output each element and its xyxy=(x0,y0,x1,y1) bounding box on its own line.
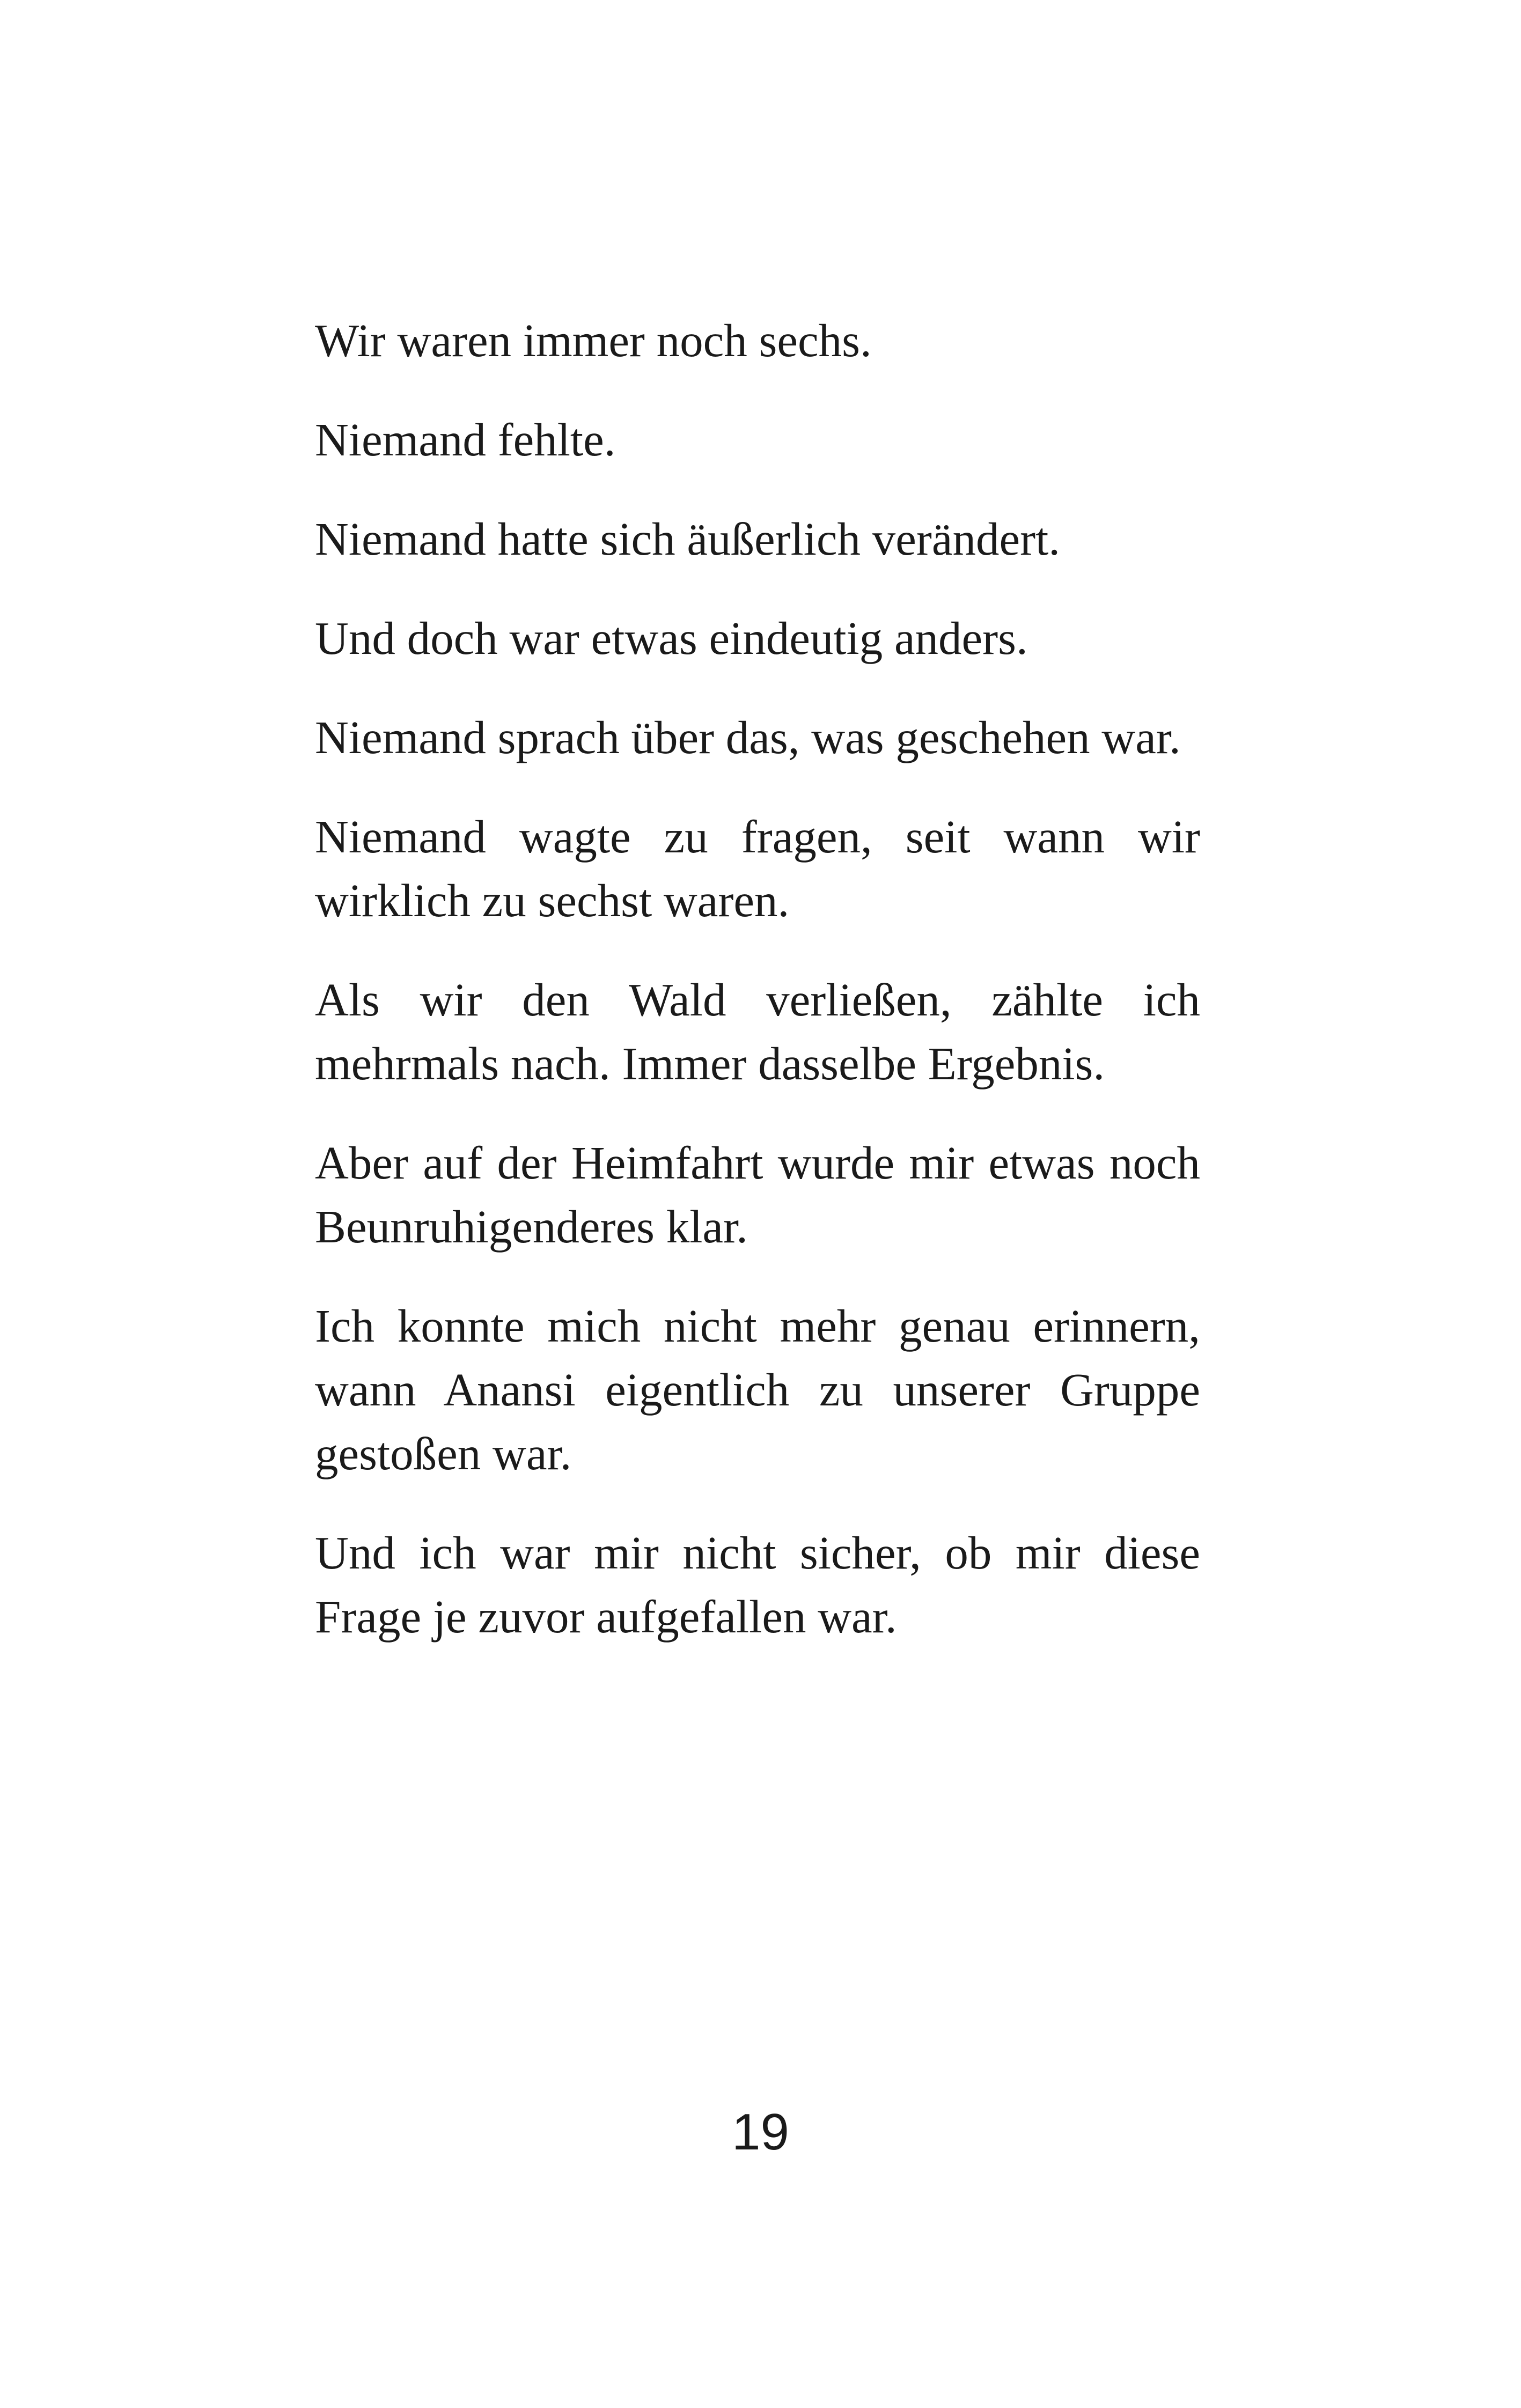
paragraph: Wir waren immer noch sechs. xyxy=(315,314,872,366)
paragraph: Und ich war mir nicht sicher, ob mir diese Frage je zuvor aufgefallen war. xyxy=(315,1527,1200,1643)
body-text xyxy=(315,308,1200,1684)
paragraph: Ich konnte mich nicht mehr genau erinnern, wann Anansi eigentlich zu unserer Gruppe gestoßen war. xyxy=(315,1300,1200,1479)
paragraph: Niemand fehlte. xyxy=(315,414,616,466)
page-number: 19 xyxy=(732,2103,789,2161)
paragraph: Als wir den Wald verließen, zählte ich mehrmals nach. Immer dasselbe Ergebnis. xyxy=(315,974,1200,1089)
paragraph: Aber auf der Heimfahrt wurde mir etwas noch Beunruhigenderes klar. xyxy=(315,1137,1200,1253)
paragraph: Und doch war etwas eindeutig anders. xyxy=(315,612,1028,664)
paragraph: Niemand wagte zu fragen, seit wann wir wirklich zu sechst waren. xyxy=(315,811,1200,926)
paragraph: Niemand sprach über das, was geschehen war. xyxy=(315,711,1181,763)
paragraph: Niemand hatte sich äußerlich verändert. xyxy=(315,513,1060,565)
